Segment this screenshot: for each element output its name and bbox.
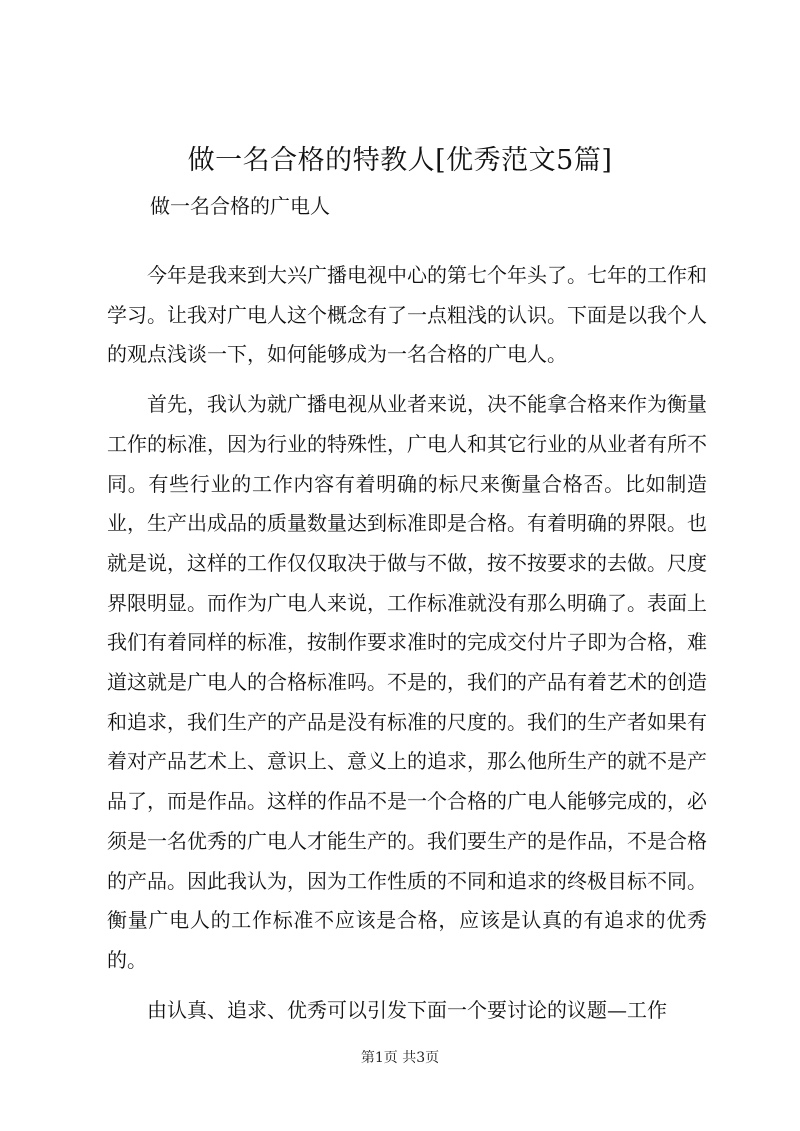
paragraph-2: 首先，我认为就广播电视从业者来说，决不能拿合格来作为衡量工作的标准，因为行业的特殊性，广电人和其它行业的从业者有所不同。有些行业的工作内容有着明确的标尺来衡量合格否。比如制造业，生产出成品的质量数量达到标准即是合格。有着明确的界限。也就是说，这样的工作仅仅取决于做与不做，按不按要求的去做。尺度界限明显。而作为广电人来说，工作标准就没有那么明确了。表面上我们有着同样的标准，按制作要求准时的完成交付片子即为合格，难道这就是广电人的合格标准吗。不是的，我们的产品有着艺术的创造和追求，我们生产的产品是没有标准的尺度的。我们的生产者如果有着对产品艺术上、意识上、意义上的追求，那么他所生产的就不是产品了，而是作品。这样的作品不是一个合格的广电人能够完成的，必须是一名优秀的广电人才能生产的。我们要生产的是作品，不是合格的产品。因此我认为，因为工作性质的不同和追求的终极目标不同。衡量广电人的工作标准不应该是合格，应该是认真的有追求的优秀的。 bbox=[107, 392, 707, 972]
page-footer: 第1页 共3页 bbox=[360, 1050, 440, 1066]
document-subtitle: 做一名合格的广电人 bbox=[150, 194, 330, 218]
document-body bbox=[107, 256, 707, 1030]
document-title: 做一名合格的特教人[优秀范文5篇] bbox=[187, 145, 613, 176]
paragraph-1: 今年是我来到大兴广播电视中心的第七个年头了。七年的工作和学习。让我对广电人这个概念有了一点粗浅的认识。下面是以我个人的观点浅谈一下，如何能够成为一名合格的广电人。 bbox=[107, 263, 707, 367]
paragraph-3: 由认真、追求、优秀可以引发下面一个要讨论的议题—工作 bbox=[147, 997, 667, 1022]
